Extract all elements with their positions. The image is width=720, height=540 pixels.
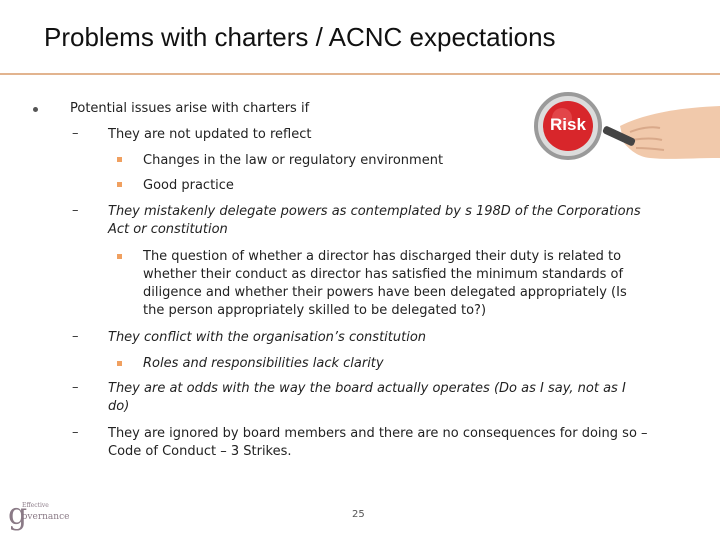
dash-1-text: They are not updated to reflect <box>108 127 312 142</box>
dash-icon: – <box>72 126 79 141</box>
dash-5-line-1: They are ignored by board members and there are no consequences for doing so – <box>108 426 648 441</box>
square-bullet-icon <box>117 157 122 162</box>
dash-icon: – <box>72 380 79 395</box>
dash-2-line-2: Act or constitution <box>108 222 228 237</box>
title-divider <box>0 73 720 75</box>
square-bullet-icon <box>117 254 122 259</box>
dash-3-text: They conflict with the organisation’s constitution <box>108 330 427 345</box>
governance-logo <box>8 498 88 532</box>
dash-icon: – <box>72 329 79 344</box>
logo-small-text: Effective <box>22 502 49 509</box>
dash-icon: – <box>72 203 79 218</box>
sub-2-line-1: The question of whether a director has discharged their duty is related to <box>143 249 622 264</box>
square-bullet-icon <box>117 182 122 187</box>
logo-word: overnance <box>22 512 70 522</box>
risk-label: Risk <box>550 115 586 134</box>
dash-2-line-1: They mistakenly delegate powers as contemplated by s 198D of the Corporations <box>108 204 641 219</box>
logo-letter: g <box>8 497 28 532</box>
dash-5-line-2: Code of Conduct – 3 Strikes. <box>108 444 292 459</box>
sub-2-line-4: the person appropriately skilled to be delegated to?) <box>143 303 487 318</box>
dash-icon: – <box>72 425 79 440</box>
slide-title: Problems with charters / ACNC expectations <box>44 22 556 52</box>
sub-2-line-3: diligence and whether their powers have been delegated appropriately (Is <box>143 285 627 300</box>
square-bullet-icon <box>117 361 122 366</box>
hand-magnifier-icon <box>520 88 720 188</box>
bullet-l1-text: Potential issues arise with charters if <box>70 101 310 116</box>
sub-1a-text: Changes in the law or regulatory environment <box>143 153 444 168</box>
dash-4-line-2: do) <box>108 399 130 414</box>
dash-4-line-1: They are at odds with the way the board actually operates (Do as I say, not as I <box>108 381 626 396</box>
sub-3-text: Roles and responsibilities lack clarity <box>143 356 384 371</box>
sub-1b-text: Good practice <box>143 178 234 193</box>
sub-2-line-2: whether their conduct as director has satisfied the minimum standards of <box>143 267 624 282</box>
risk-magnifier-illustration <box>520 88 720 188</box>
bullet-dot-icon <box>33 107 38 112</box>
page-number: 25 <box>352 509 365 520</box>
